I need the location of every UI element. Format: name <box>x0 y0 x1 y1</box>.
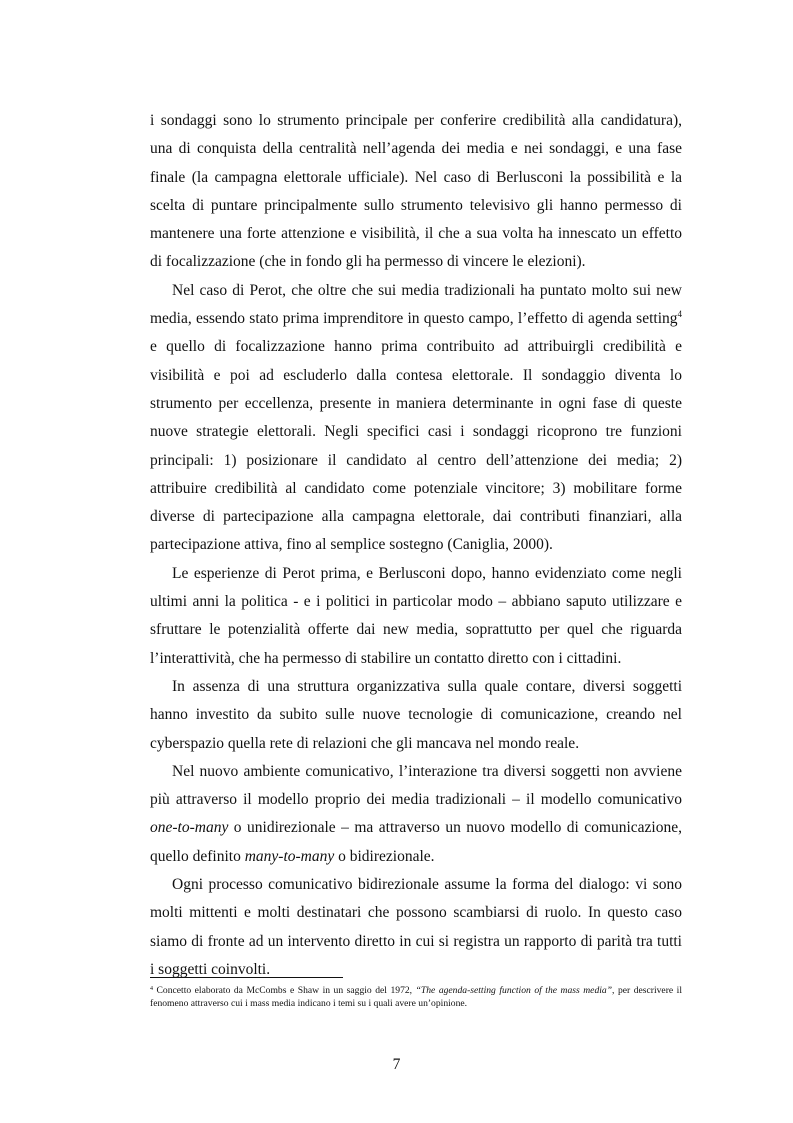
footnote <box>150 984 682 1010</box>
footnote-text-a: Concetto elaborato da McCombs e Shaw in un saggio del 1972, <box>153 985 416 996</box>
paragraph-5 <box>150 758 682 871</box>
footnote-text-b: , per descrivere il fenomeno attraverso cui i mass media indicano i temi su i quali avere un’opinione. <box>150 985 682 1009</box>
footnote-reference[interactable]: 4 <box>677 309 682 320</box>
page-body <box>150 107 682 984</box>
paragraph-3: Le esperienze di Perot prima, e Berlusconi dopo, hanno evidenziato come negli ultimi anni la politica - e i politici in particolar modo – abbiano saputo utilizzare e sfruttare le potenzialità offerte dai new media, soprattutto per quel che riguarda l’interattività, che ha permesso di stabilire un contatto diretto con i cittadini. <box>150 564 682 667</box>
paragraph-1: i sondaggi sono lo strumento principale per conferire credibilità alla candidatura), una di conquista della centralità nell’agenda dei media e nei sondaggi, e una fase finale (la campagna elettorale ufficiale). Nel caso di Berlusconi la possibilità e la scelta di puntare principalmente sullo strumento televisivo gli hanno permesso di mantenere una forte attenzione e visibilità, il che a sua volta ha innescato un effetto di focalizzazione (che in fondo gli ha permesso di vincere le elezioni). <box>150 112 682 271</box>
term-one-to-many: one-to-many <box>150 819 229 837</box>
paragraph-5-text-a: Nel nuovo ambiente comunicativo, l’interazione tra diversi soggetti non avviene più attraverso il modello proprio dei media tradizionali – il modello comunicativo <box>150 762 682 809</box>
paragraph-6: Ogni processo comunicativo bidirezionale assume la forma del dialogo: vi sono molti mittenti e molti destinatari che possono scambiarsi di ruolo. In questo caso siamo di fronte ad un intervento diretto in cui si registra un rapporto di parità tra tutti i soggetti coinvolti. <box>150 876 682 978</box>
footnote-number: 4 <box>150 986 153 992</box>
term-many-to-many: many-to-many <box>244 847 335 865</box>
paragraph-5-text-c: o bidirezionale. <box>334 847 435 865</box>
paragraph-2-text-a: Nel caso di Perot, che oltre che sui media tradizionali ha puntato molto sui new media, essendo stato prima imprenditore in questo campo, l’effetto di agenda setting <box>150 281 682 328</box>
page-number: 7 <box>392 1056 401 1073</box>
paragraph-4: In assenza di una struttura organizzativa sulla quale contare, diversi soggetti hanno investito da subito sulle nuove tecnologie di comunicazione, creando nel cyberspazio quella rete di relazioni che gli mancava nel mondo reale. <box>150 677 682 752</box>
footnote-divider <box>150 977 343 978</box>
paragraph-2 <box>150 277 682 560</box>
paragraph-5-text-b: o unidirezionale – ma attraverso un nuovo modello di comunicazione, quello definito <box>150 819 682 865</box>
paragraph-2-text-b: e quello di focalizzazione hanno prima contribuito ad attribuirgli credibilità e visibilità e poi ad escluderlo dalla contesa elettorale. Il sondaggio diventa lo strumento per eccellenza, presente in maniera determinante in ogni fase di queste nuove strategie elettorali. Negli specifici casi i sondaggi ricoprono tre funzioni principali: 1) posizionare il candidato al centro dell’attenzione dei media; 2) attribuire credibilità al candidato come potenziale vincitore; 3) mobilitare forme diverse di partecipazione alla campagna elettorale, dai contributi finanziari, alla partecipazione attiva, fino al semplice sostegno (Caniglia, 2000). <box>150 338 682 554</box>
footnote-title: “The agenda-setting function of the mass media” <box>415 985 613 996</box>
